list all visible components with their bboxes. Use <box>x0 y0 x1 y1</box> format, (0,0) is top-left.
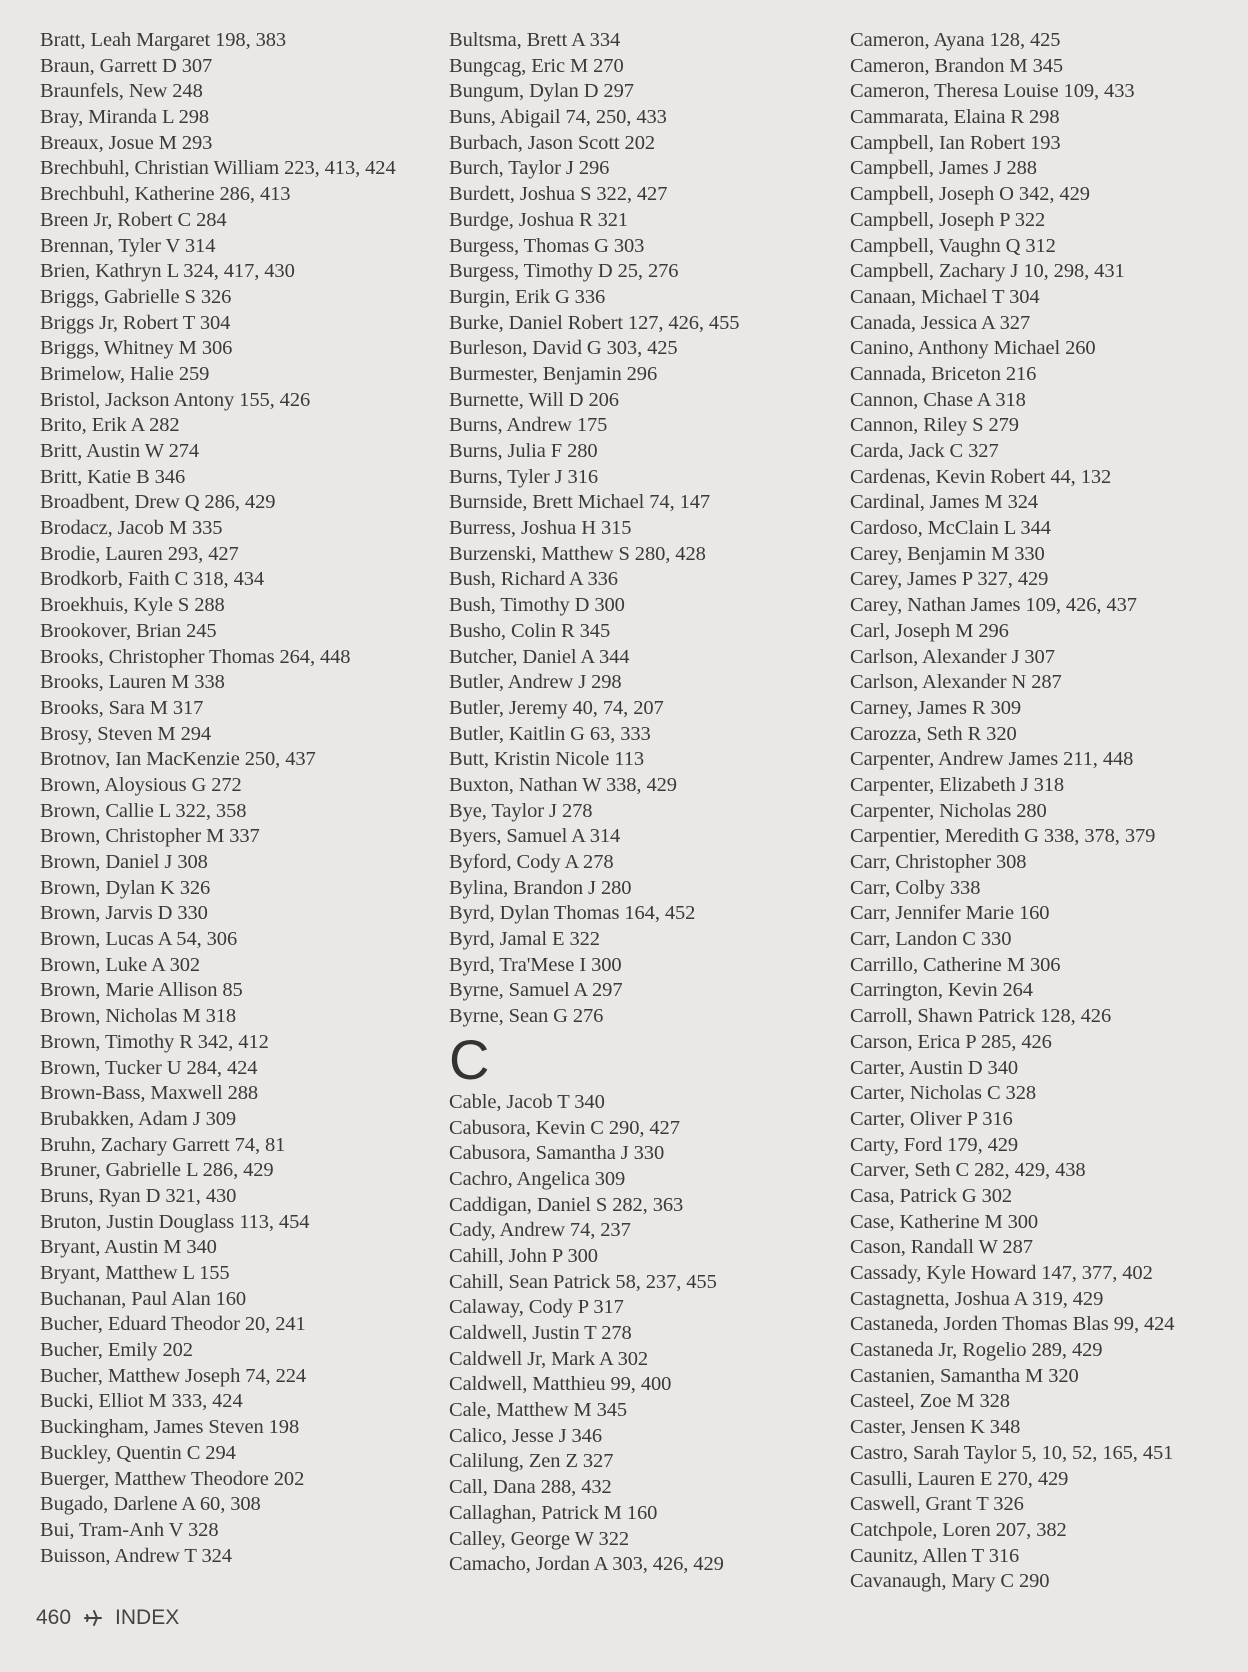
index-entry: Cannon, Riley S 279 <box>850 414 1019 437</box>
index-entry: Carpentier, Meredith G 338, 378, 379 <box>850 825 1156 848</box>
index-entry: Bruns, Ryan D 321, 430 <box>40 1184 237 1207</box>
index-entry: Cavanaugh, Mary C 290 <box>850 1570 1050 1593</box>
index-entry: Broekhuis, Kyle S 288 <box>40 594 225 617</box>
index-entry: Bristol, Jackson Antony 155, 426 <box>40 388 311 411</box>
index-entry: Calaway, Cody P 317 <box>449 1296 624 1319</box>
index-entry: Cachro, Angelica 309 <box>449 1167 626 1190</box>
index-entry: Briggs, Whitney M 306 <box>40 337 233 360</box>
index-entry: Bucher, Matthew Joseph 74, 224 <box>40 1364 307 1387</box>
index-entry: Broadbent, Drew Q 286, 429 <box>40 491 276 514</box>
index-entry: Campbell, James J 288 <box>850 157 1037 180</box>
index-entry: Carr, Jennifer Marie 160 <box>850 902 1050 925</box>
index-entry: Burns, Andrew 175 <box>449 414 608 437</box>
index-entry: Cardenas, Kevin Robert 44, 132 <box>850 465 1112 488</box>
index-entry: Brosy, Steven M 294 <box>40 722 212 745</box>
index-entry: Brooks, Sara M 317 <box>40 696 204 719</box>
index-entry: Bruhn, Zachary Garrett 74, 81 <box>40 1133 286 1156</box>
index-entry: Brechbuhl, Katherine 286, 413 <box>40 183 291 206</box>
index-entry: Call, Dana 288, 432 <box>449 1476 612 1499</box>
index-entry: Castaneda Jr, Rogelio 289, 429 <box>850 1339 1103 1362</box>
index-entry: Cannon, Chase A 318 <box>850 388 1026 411</box>
index-entry: Brown, Nicholas M 318 <box>40 1005 237 1028</box>
index-entry: Burleson, David G 303, 425 <box>449 337 678 360</box>
index-entry: Briggs Jr, Robert T 304 <box>40 311 231 334</box>
index-entry: Cady, Andrew 74, 237 <box>449 1219 631 1242</box>
index-entry: Canino, Anthony Michael 260 <box>850 337 1096 360</box>
index-entry: Bucher, Emily 202 <box>40 1339 193 1362</box>
index-entry: Buckley, Quentin C 294 <box>40 1441 236 1464</box>
index-entry: Butler, Andrew J 298 <box>449 671 622 694</box>
index-entry: Bucher, Eduard Theodor 20, 241 <box>40 1313 306 1336</box>
index-entry: Bylina, Brandon J 280 <box>449 876 632 899</box>
index-entry: Brown, Tucker U 284, 424 <box>40 1056 258 1079</box>
index-entry: Cable, Jacob T 340 <box>449 1090 605 1113</box>
index-entry: Brodie, Lauren 293, 427 <box>40 542 239 565</box>
index-entry: Caddigan, Daniel S 282, 363 <box>449 1193 684 1216</box>
index-entry: Burch, Taylor J 296 <box>449 157 610 180</box>
index-entry: Campbell, Vaughn Q 312 <box>850 234 1056 257</box>
index-entry: Carr, Christopher 308 <box>850 851 1027 873</box>
index-entry: Burbach, Jason Scott 202 <box>449 131 655 154</box>
index-entry: Cale, Matthew M 345 <box>449 1399 628 1422</box>
index-entry: Bungum, Dylan D 297 <box>449 80 634 103</box>
index-entry: Cabusora, Kevin C 290, 427 <box>449 1116 680 1139</box>
index-entry: Brodkorb, Faith C 318, 434 <box>40 568 265 591</box>
index-entry: Canaan, Michael T 304 <box>850 285 1040 308</box>
index-entry: Britt, Austin W 274 <box>40 440 200 462</box>
index-entry: Cameron, Theresa Louise 109, 433 <box>850 80 1135 103</box>
index-entry: Burdett, Joshua S 322, 427 <box>449 183 668 206</box>
index-entry: Casulli, Lauren E 270, 429 <box>850 1467 1069 1490</box>
index-entry: Brito, Erik A 282 <box>40 414 180 437</box>
index-entry: Briggs, Gabrielle S 326 <box>40 285 232 308</box>
index-entry: Cardoso, McClain L 344 <box>850 517 1051 540</box>
index-entry: Burnside, Brett Michael 74, 147 <box>449 491 711 514</box>
index-entry: Callaghan, Patrick M 160 <box>449 1501 658 1524</box>
index-column-2 <box>449 28 829 1578</box>
index-entry: Bucki, Elliot M 333, 424 <box>40 1390 243 1413</box>
index-entry: Bugado, Darlene A 60, 308 <box>40 1493 261 1516</box>
index-entry: Caldwell, Matthieu 99, 400 <box>449 1373 672 1396</box>
index-entry: Byrd, Jamal E 322 <box>449 928 600 951</box>
index-entry: Campbell, Joseph P 322 <box>850 208 1046 231</box>
airplane-icon <box>83 1608 103 1628</box>
index-entry: Burns, Julia F 280 <box>449 440 598 462</box>
index-entry: Brown, Timothy R 342, 412 <box>40 1030 269 1053</box>
index-entry: Burns, Tyler J 316 <box>449 465 598 488</box>
index-entry: Carter, Austin D 340 <box>850 1056 1018 1079</box>
index-entry: Carl, Joseph M 296 <box>850 619 1009 642</box>
index-entry: Brien, Kathryn L 324, 417, 430 <box>40 260 295 283</box>
page-number: 460 <box>36 1606 72 1629</box>
index-entry: Caldwell Jr, Mark A 302 <box>449 1347 649 1370</box>
index-entry: Byford, Cody A 278 <box>449 851 614 873</box>
index-entry: Brennan, Tyler V 314 <box>40 234 216 257</box>
index-entry: Cahill, John P 300 <box>449 1244 598 1267</box>
index-entry: Byrd, Dylan Thomas 164, 452 <box>449 902 696 925</box>
index-entry: Castagnetta, Joshua A 319, 429 <box>850 1287 1104 1310</box>
index-entry: Byrne, Sean G 276 <box>449 1005 604 1028</box>
index-entry: Brodacz, Jacob M 335 <box>40 517 223 540</box>
index-entry: Casa, Patrick G 302 <box>850 1184 1013 1207</box>
index-entry: Burke, Daniel Robert 127, 426, 455 <box>449 311 740 334</box>
index-entry: Burmester, Benjamin 296 <box>449 362 658 385</box>
index-entry: Brown, Lucas A 54, 306 <box>40 928 238 951</box>
index-entry: Carr, Landon C 330 <box>850 928 1012 951</box>
index-entry: Bray, Miranda L 298 <box>40 106 210 129</box>
index-entry: Breen Jr, Robert C 284 <box>40 208 227 231</box>
index-entry: Carroll, Shawn Patrick 128, 426 <box>850 1005 1112 1028</box>
index-entry: Campbell, Joseph O 342, 429 <box>850 183 1090 206</box>
index-entry: Calilung, Zen Z 327 <box>449 1450 614 1473</box>
index-entry: Byrd, Tra'Mese I 300 <box>449 953 622 976</box>
index-entry: Calico, Jesse J 346 <box>449 1424 602 1447</box>
index-entry: Case, Katherine M 300 <box>850 1210 1039 1233</box>
index-entry: Cason, Randall W 287 <box>850 1236 1033 1259</box>
index-entry: Buerger, Matthew Theodore 202 <box>40 1467 305 1490</box>
index-entry: Carpenter, Andrew James 211, 448 <box>850 748 1134 771</box>
index-entry: Braunfels, New 248 <box>40 80 203 103</box>
index-entry: Calley, George W 322 <box>449 1527 629 1550</box>
index-entry: Burgess, Timothy D 25, 276 <box>449 260 679 283</box>
index-entry: Bungcag, Eric M 270 <box>449 54 624 77</box>
index-entry: Carver, Seth C 282, 429, 438 <box>850 1159 1086 1182</box>
index-entry: Carey, Nathan James 109, 426, 437 <box>850 594 1137 617</box>
index-entry: Brown, Jarvis D 330 <box>40 902 208 925</box>
index-entry: Brown, Marie Allison 85 <box>40 979 243 1002</box>
index-entry: Carr, Colby 338 <box>850 876 981 899</box>
index-entry: Canada, Jessica A 327 <box>850 311 1031 334</box>
index-entry: Brooks, Lauren M 338 <box>40 671 225 694</box>
index-entry: Caster, Jensen K 348 <box>850 1416 1021 1439</box>
index-entry: Bush, Timothy D 300 <box>449 594 625 617</box>
section-letter-heading: C <box>449 1027 490 1091</box>
index-entry: Brimelow, Halie 259 <box>40 362 210 385</box>
index-entry: Bultsma, Brett A 334 <box>449 29 621 51</box>
index-entry: Camacho, Jordan A 303, 426, 429 <box>449 1553 724 1576</box>
index-entry: Brooks, Christopher Thomas 264, 448 <box>40 645 351 668</box>
index-entry: Carrington, Kevin 264 <box>850 979 1033 1002</box>
index-entry: Castro, Sarah Taylor 5, 10, 52, 165, 451 <box>850 1441 1174 1464</box>
index-entry: Brown, Luke A 302 <box>40 953 201 976</box>
index-entry: Buns, Abigail 74, 250, 433 <box>449 106 667 129</box>
index-entry: Brown, Dylan K 326 <box>40 876 211 899</box>
index-entry: Brown, Aloysious G 272 <box>40 773 242 796</box>
index-entry: Cameron, Ayana 128, 425 <box>850 29 1061 51</box>
index-entry: Carter, Oliver P 316 <box>850 1107 1013 1130</box>
index-entry: Carney, James R 309 <box>850 696 1021 719</box>
index-entry: Buisson, Andrew T 324 <box>40 1544 232 1567</box>
index-entry: Bush, Richard A 336 <box>449 568 618 591</box>
index-entry: Carson, Erica P 285, 426 <box>850 1030 1052 1053</box>
index-entry: Byers, Samuel A 314 <box>449 825 621 848</box>
index-entry: Buchanan, Paul Alan 160 <box>40 1287 247 1310</box>
index-entry: Bryant, Matthew L 155 <box>40 1262 230 1284</box>
index-entry: Cameron, Brandon M 345 <box>850 54 1064 77</box>
index-entry: Butler, Kaitlin G 63, 333 <box>449 722 651 745</box>
index-entry: Burgin, Erik G 336 <box>449 285 606 308</box>
index-entry: Bui, Tram-Anh V 328 <box>40 1518 219 1541</box>
index-entry: Carpenter, Nicholas 280 <box>850 799 1047 822</box>
index-entry: Burnette, Will D 206 <box>449 388 619 411</box>
index-entry: Carda, Jack C 327 <box>850 440 999 462</box>
index-entry: Carey, Benjamin M 330 <box>850 542 1045 565</box>
index-entry: Cahill, Sean Patrick 58, 237, 455 <box>449 1270 717 1293</box>
index-entry: Carey, James P 327, 429 <box>850 568 1049 591</box>
index-entry: Caunitz, Allen T 316 <box>850 1544 1020 1567</box>
index-entry: Brubakken, Adam J 309 <box>40 1107 237 1130</box>
index-entry: Bruner, Gabrielle L 286, 429 <box>40 1159 274 1182</box>
index-entry: Cannada, Briceton 216 <box>850 362 1037 385</box>
index-column-3 <box>850 28 1240 1595</box>
index-entry: Castanien, Samantha M 320 <box>850 1364 1079 1387</box>
index-entry: Campbell, Ian Robert 193 <box>850 131 1061 154</box>
index-entry: Brookover, Brian 245 <box>40 619 217 642</box>
index-entry: Carrillo, Catherine M 306 <box>850 953 1061 976</box>
index-entry: Castaneda, Jorden Thomas Blas 99, 424 <box>850 1313 1175 1336</box>
index-entry: Buxton, Nathan W 338, 429 <box>449 773 677 796</box>
index-entry: Burress, Joshua H 315 <box>449 517 632 540</box>
index-entry: Buckingham, James Steven 198 <box>40 1416 300 1439</box>
section-label: INDEX <box>115 1606 180 1629</box>
index-entry: Brechbuhl, Christian William 223, 413, 424 <box>40 157 396 180</box>
index-entry: Catchpole, Loren 207, 382 <box>850 1518 1067 1541</box>
index-entry: Bryant, Austin M 340 <box>40 1236 217 1259</box>
index-entry: Bratt, Leah Margaret 198, 383 <box>40 29 287 51</box>
index-entry: Butler, Jeremy 40, 74, 207 <box>449 696 664 719</box>
index-entry: Carozza, Seth R 320 <box>850 722 1017 745</box>
index-entry: Carlson, Alexander N 287 <box>850 671 1062 694</box>
index-entry: Brotnov, Ian MacKenzie 250, 437 <box>40 748 316 771</box>
index-entry: Bye, Taylor J 278 <box>449 799 593 822</box>
index-entry: Caldwell, Justin T 278 <box>449 1322 632 1344</box>
index-entry: Braun, Garrett D 307 <box>40 54 213 77</box>
index-entry: Bruton, Justin Douglass 113, 454 <box>40 1210 310 1233</box>
page-footer <box>36 1606 179 1630</box>
index-entry: Burgess, Thomas G 303 <box>449 234 645 257</box>
index-entry: Burdge, Joshua R 321 <box>449 208 629 231</box>
index-entry: Breaux, Josue M 293 <box>40 131 213 154</box>
index-entry: Cammarata, Elaina R 298 <box>850 106 1060 129</box>
index-entry: Butt, Kristin Nicole 113 <box>449 748 644 771</box>
index-entry: Busho, Colin R 345 <box>449 619 611 642</box>
index-entry: Carty, Ford 179, 429 <box>850 1133 1019 1156</box>
index-entry: Cassady, Kyle Howard 147, 377, 402 <box>850 1262 1153 1284</box>
index-entry: Brown, Callie L 322, 358 <box>40 799 247 822</box>
index-entry: Carlson, Alexander J 307 <box>850 645 1055 668</box>
index-entry: Brown, Christopher M 337 <box>40 825 260 848</box>
index-entry: Carpenter, Elizabeth J 318 <box>850 773 1065 796</box>
index-entry: Byrne, Samuel A 297 <box>449 979 623 1002</box>
index-column-1 <box>40 28 430 1569</box>
index-entry: Britt, Katie B 346 <box>40 465 186 488</box>
index-entry: Burzenski, Matthew S 280, 428 <box>449 542 706 565</box>
index-entry: Brown, Daniel J 308 <box>40 851 208 873</box>
index-entry: Carter, Nicholas C 328 <box>850 1082 1036 1105</box>
index-entry: Campbell, Zachary J 10, 298, 431 <box>850 260 1125 283</box>
index-entry: Cabusora, Samantha J 330 <box>449 1142 665 1165</box>
index-entry: Cardinal, James M 324 <box>850 491 1039 514</box>
index-entry: Brown-Bass, Maxwell 288 <box>40 1082 259 1105</box>
index-entry: Caswell, Grant T 326 <box>850 1493 1024 1516</box>
index-entry: Butcher, Daniel A 344 <box>449 645 630 668</box>
index-entry: Casteel, Zoe M 328 <box>850 1390 1010 1413</box>
